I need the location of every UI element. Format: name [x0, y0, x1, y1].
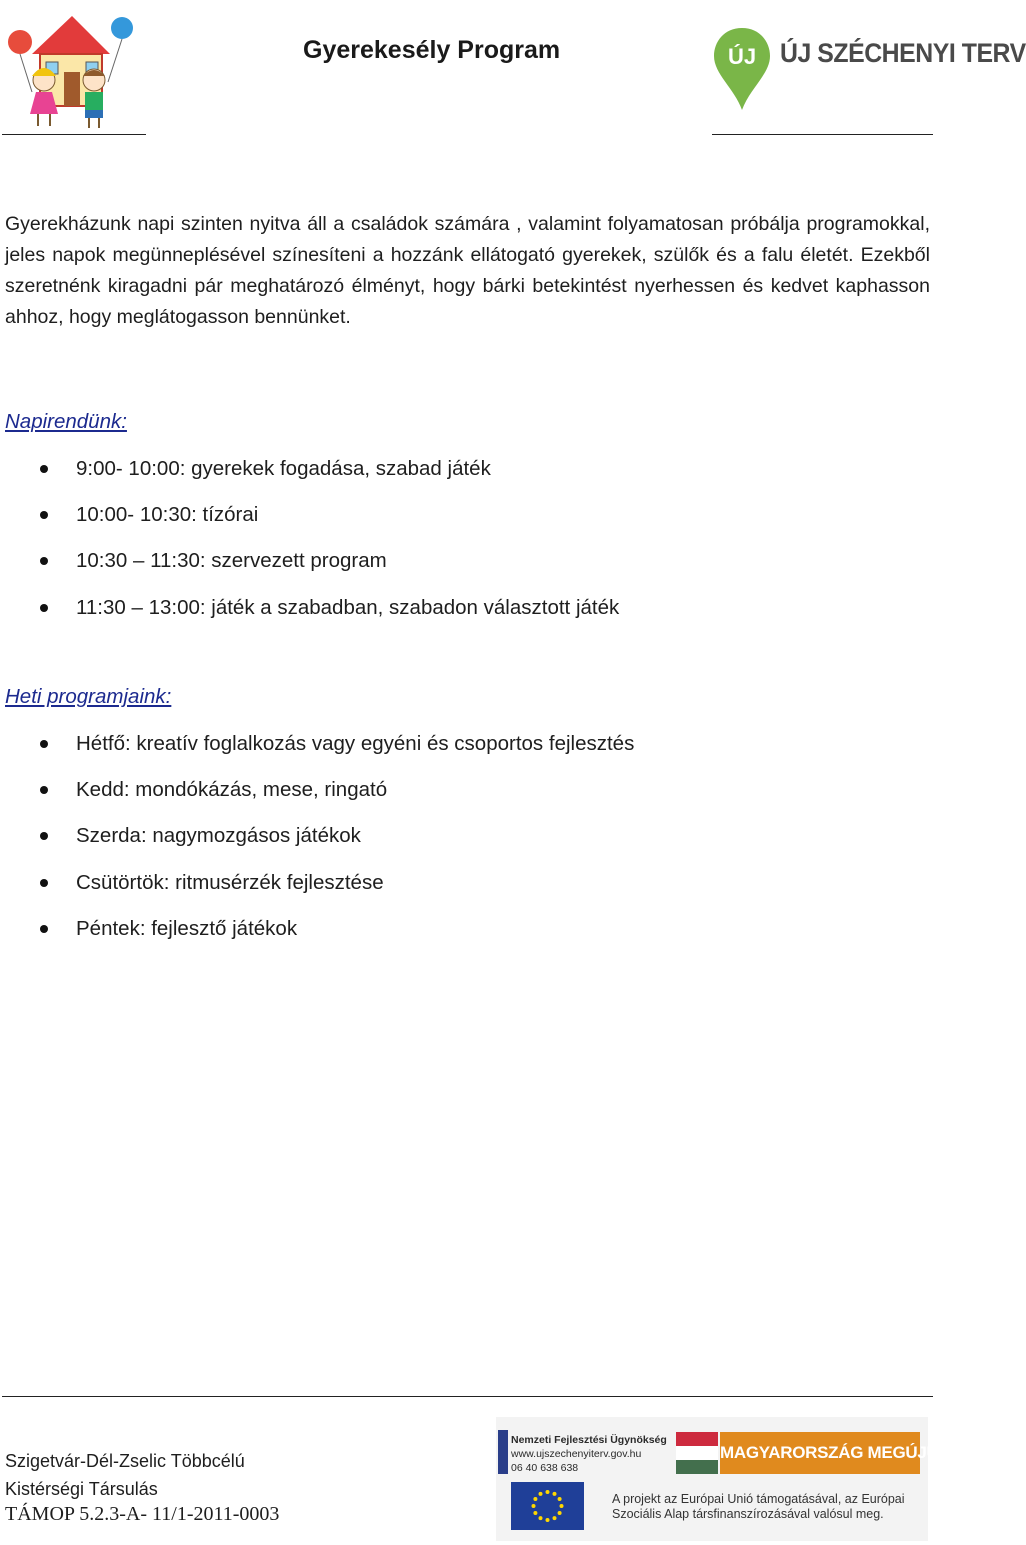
nfu-logo-icon: [498, 1430, 508, 1474]
bullet-icon: [40, 786, 48, 794]
intro-paragraph: Gyerekházunk napi szinten nyitva áll a családok számára , valamint folyamatosan próbálja programokkal, jeles napok megünneplésével színesíteni a hozzánk ellátogató gyerekek, szülők és a falu életét. Ezekből szeretnénk kiragadni pár meghatározó élményt, hogy bárki betekintést nyerhessen és kedvet kaphasson ahhoz, hogy meglátogasson bennünket.: [5, 213, 930, 328]
svg-text:ÚJ: ÚJ: [727, 44, 757, 69]
bullet-icon: [40, 879, 48, 887]
daily-schedule-list: [0, 455, 930, 640]
children-house-logo-icon: [2, 2, 142, 132]
list-item: 11:30 – 13:00: játék a szabadban, szabadon választott játék: [0, 594, 930, 640]
nfu-phone: 06 40 638 638: [511, 1462, 579, 1474]
bullet-icon: [40, 604, 48, 612]
footer-org-line2: Kistérségi Társulás: [5, 1479, 158, 1499]
list-item: Csütörtök: ritmusérzék fejlesztése: [0, 869, 930, 915]
weekly-programs-list: [0, 730, 930, 961]
bullet-icon: [40, 557, 48, 565]
hungarian-flag-icon: [676, 1432, 718, 1474]
bullet-icon: [40, 740, 48, 748]
szechenyi-terv-logo-text: ÚJ SZÉCHENYI TERV: [780, 38, 1026, 68]
bullet-icon: [40, 832, 48, 840]
list-item: Szerda: nagymozgásos játékok: [0, 822, 930, 868]
list-item: Hétfő: kreatív foglalkozás vagy egyéni és csoportos fejlesztés: [0, 730, 930, 776]
list-item: Kedd: mondókázás, mese, ringató: [0, 776, 930, 822]
list-item: Péntek: fejlesztő játékok: [0, 915, 930, 961]
bullet-icon: [40, 465, 48, 473]
header-rule-left: [2, 134, 146, 135]
list-item: 10:00- 10:30: tízórai: [0, 501, 930, 547]
eu-flag-icon: [511, 1482, 584, 1530]
daily-schedule-heading: Napirendünk:: [5, 410, 127, 433]
list-item: 10:30 – 11:30: szervezett program: [0, 547, 930, 593]
nfu-web: www.ujszechenyiterv.gov.hu: [511, 1448, 642, 1460]
list-item: 9:00- 10:00: gyerekek fogadása, szabad játék: [0, 455, 930, 501]
nfu-info: [511, 1433, 667, 1475]
footer-org-line1: Szigetvár-Dél-Zselic Többcélú: [5, 1451, 245, 1471]
footer-organization: [5, 1447, 245, 1503]
weekly-programs-heading: Heti programjaink:: [5, 685, 172, 708]
bullet-icon: [40, 925, 48, 933]
magyarorszag-megujul-banner: MAGYARORSZÁG MEGÚJUL: [720, 1432, 920, 1474]
szechenyi-terv-pin-icon: [712, 26, 782, 112]
footer-rule: [2, 1396, 933, 1397]
project-code: TÁMOP 5.2.3-A- 11/1-2011-0003: [5, 1503, 280, 1525]
eu-text-line1: A projekt az Európai Unió támogatásával, az Európai: [612, 1492, 905, 1506]
eu-text-line2: Szociális Alap társfinanszírozásával valósul meg.: [612, 1507, 884, 1521]
eu-funding-text: [612, 1492, 905, 1522]
header-rule-right: [712, 134, 933, 135]
page-title: Gyerekesély Program: [303, 36, 561, 64]
nfu-name: Nemzeti Fejlesztési Ügynökség: [511, 1434, 667, 1446]
bullet-icon: [40, 511, 48, 519]
